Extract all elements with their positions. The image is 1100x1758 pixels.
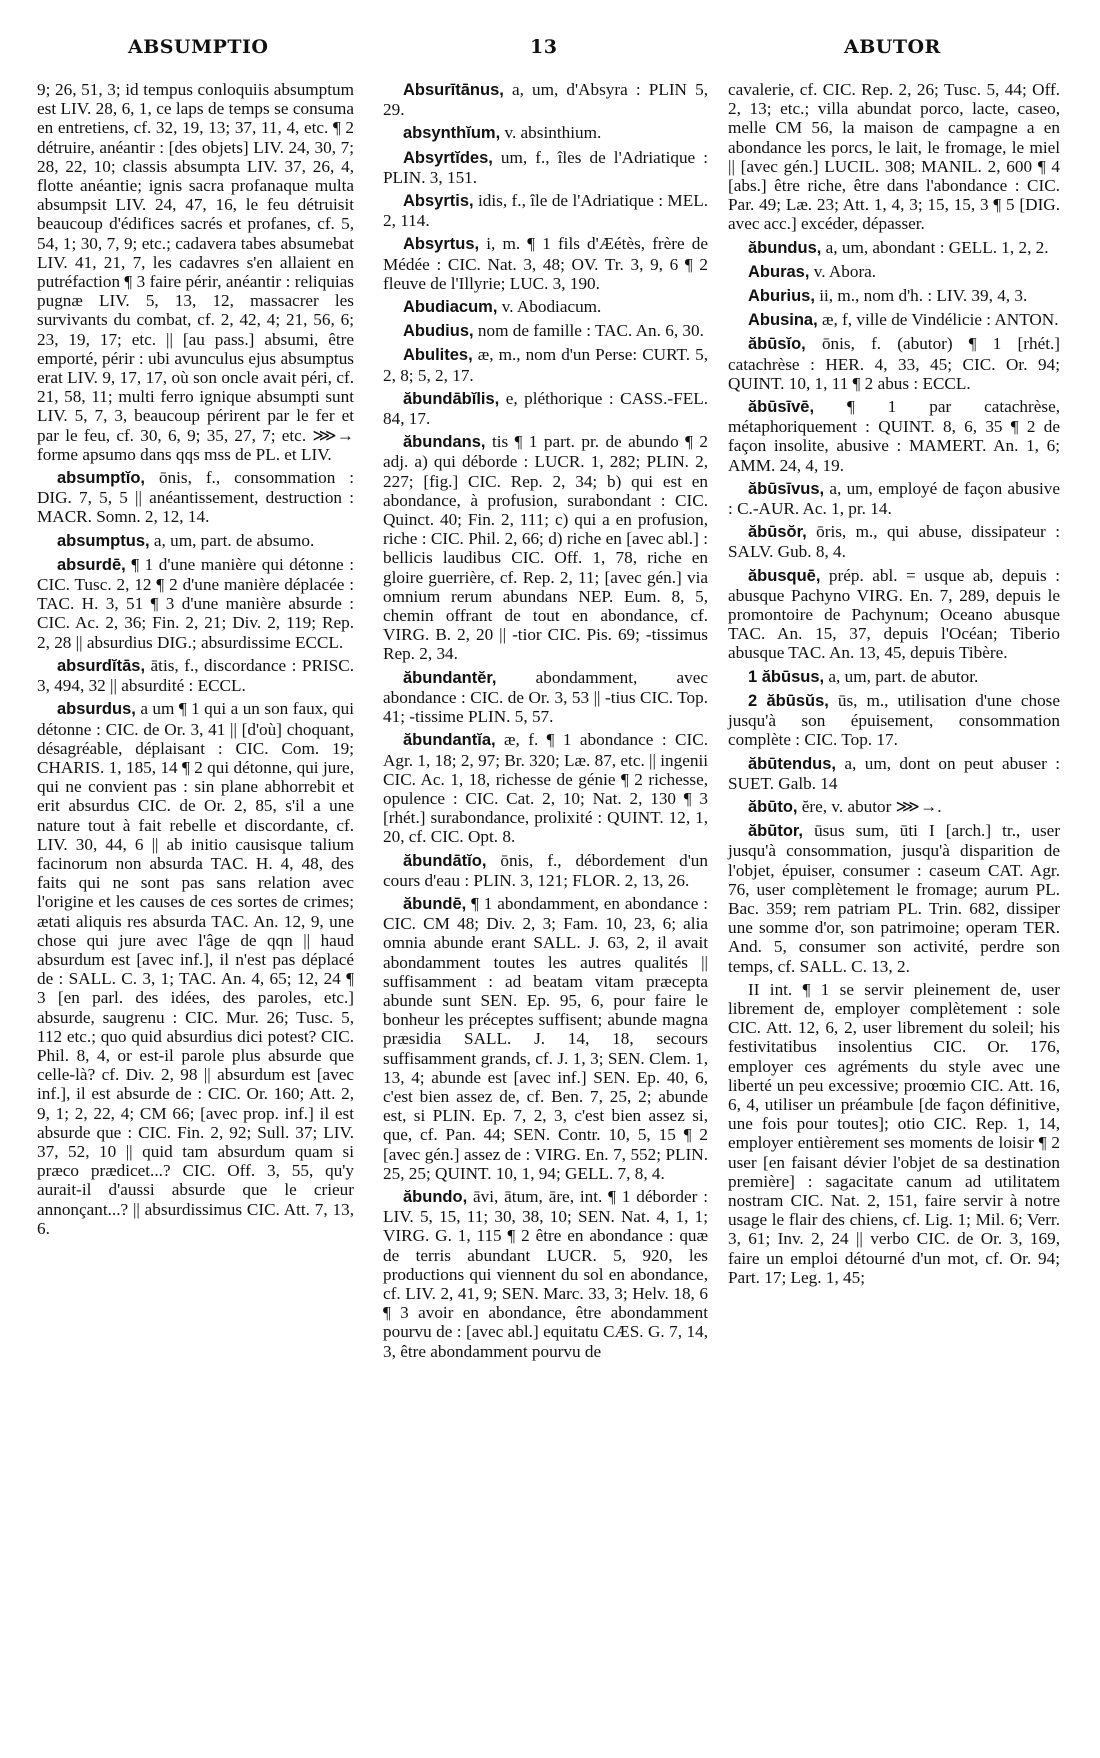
entry-headword: absurdē, [57,555,126,574]
entry-headword: ăbundans, [403,433,486,452]
entry-headword: Absyrtĭdes, [403,148,493,167]
dictionary-entry [728,980,1060,1287]
header-right-guideword: ABUTOR [844,36,941,58]
entry-headword: ăbundābĭlis, [403,389,500,408]
entry-headword: Absurītānus, [403,81,504,99]
entry-text: II int. ¶ 1 se servir pleinement de, user librement de, employer complètement : sole CIC. Att. 12, 6, 2, user librement du soleil; his festivitatibus insolentius CIC. Or. 176, employer ces agréments du style avec une liberté un peu excessive; proœmio CIC. Att. 16, 6, 4, utiliser un préambule [de façon définitive, une fois pour toutes]; otio CIC. Rep. 1, 14, employer entièrement ses moments de loisir ¶ 2 user [en faisant dévier l'objet de sa destination première] : sagacitate canum ad utilitatem nostram CIC. Nat. 2, 151, faire servir à notre usage le flair des chiens, cf. Lig. 1; Mil. 6; Verr. 3, 61; Inv. 2, 24 || verbo CIC. de Or. 3, 169, faire un emploi détourné d'un mot, cf. Or. 94; Part. 17; Leg. 1, 45; [728,979,1060,1287]
dictionary-entry [383,297,708,317]
entry-text: ¶ 1 par catachrèse, métaphoriquement : QUINT. 8, 6, 35 ¶ 2 de façon insolite, abusive : MAMERT. An. 1, 6; AMM. 24, 4, 19. [728,397,1060,475]
dictionary-entry [728,397,1060,475]
dictionary-entry [728,754,1060,793]
entry-headword: ăbūtor, [748,822,804,841]
entry-text: ōnis, f., débordement d'un cours d'eau : PLIN. 3, 121; FLOR. 2, 13, 26. [383,850,708,890]
dictionary-entry [383,80,708,119]
dictionary-entry [728,667,1060,687]
entry-headword: ăbundātĭo, [403,851,487,870]
entry-headword: Abusina, [748,311,818,330]
dictionary-entry [728,522,1060,561]
entry-text: a, um, dont on peut abuser : SUET. Galb. 14 [728,753,1060,793]
dictionary-entry [383,191,708,230]
column-3 [728,80,1060,1291]
entry-headword: ăbūsīvē, [748,398,815,417]
entry-headword: ăbūsīvus, [748,479,825,498]
page-number: 13 [530,36,558,58]
dictionary-entry [383,1187,708,1361]
entry-text: nom de famille : TAC. An. 6, 30. [473,321,704,341]
entry-headword: absumptĭo, [57,469,146,488]
entry-headword: Abudiacum, [403,298,498,317]
entry-text: tis ¶ 1 part. pr. de abundo ¶ 2 adj. a) qui déborde : LUCR. 1, 282; PLIN. 2, 227; [fig.] CIC. Rep. 2, 34; b) qui est en abondance, à profusion, surabondant : CIC. Quinct. 40; Fin. 2, 111; c) qui a en profusion, riche : CIC. Phil. 2, 66; d) riche en [avec abl.] : bellicis laudibus CIC. Off. 1, 78, riche en gloire guerrière, cf. Rep. 2, 11; [avec gén.] via omnium rerum abundans NEP. Eum. 8, 5, chemin offrant de tout en abondance, cf. VIRG. B. 2, 20 || -tior CIC. Pis. 69; -tissimus Rep. 2, 34. [383,432,708,664]
dictionary-entry [37,468,354,527]
entry-text: a, um, part. de abutor. [824,666,979,686]
header-left-guideword: ABSUMPTIO [128,36,269,58]
dictionary-entry [383,851,708,890]
dictionary-entry [37,656,354,695]
entry-text: 9; 26, 51, 3; id tempus conloquiis absumptum est LIV. 28, 6, 1, ce laps de temps se consuma en entretiens, cf. 32, 19, 13; 37, 11, 4, etc. ¶ 2 détruire, anéantir : [des objets] LIV. 24, 30, 7; 28, 22, 10; classis absumpta LIV. 37, 26, 4, flotte anéantie; ignis sacra profanaque multa absumpsit LIV. 24, 47, 16, le feu détruisit beaucoup d'édifices sacrés et profanes, cf. 5, 54, 1; 30, 7, 9; etc.; cadavera tabes absumebat LIV. 41, 21, 7, les cadavres s'en allaient en putréfaction ¶ 3 faire périr, anéantir : reliquias pugnæ LIV. 5, 13, 12, massacrer les survivants du combat, cf. 2, 42, 4; 21, 56, 6; 23, 19, 17; etc. || [au pass.] absumi, être emporté, périr : ubi avunculus ejus absumptus erat LIV. 9, 17, 17, où son oncle avait péri, cf. 21, 58, 11; multi ferro ignique absumpti sunt LIV. 5, 7, 3, beaucoup périrent par le fer et par le feu, cf. 30, 6, 9; 35, 27, 7; etc. ⋙→ forme apsumo dans qqs mss de PL. et LIV. [37,80,354,464]
running-header [0,36,1100,66]
entry-headword: Absyrtus, [403,235,480,254]
entry-text: cavalerie, cf. CIC. Rep. 2, 26; Tusc. 5, 44; Off. 2, 13; etc.; villa abundat porco, lacte, caseo, melle CM 56, la maison de campagne a en abondance les porcs, le lait, le fromage, le miel || [avec gén.] LUCIL. 308; MANIL. 2, 600 ¶ 4 [abs.] être riche, être dans l'abondance : CIC. Par. 49; Læ. 23; Att. 1, 4, 3; 15, 15, 3 ¶ 5 [DIG. avec acc.] excéder, dépasser. [728,80,1060,234]
entry-text: a um ¶ 1 qui a un son faux, qui détonne : CIC. de Or. 3, 41 || [d'où] choquant, désagréable, déplaisant : CIC. Com. 19; CHARIS. 1, 185, 14 ¶ 2 qui détonne, qui jure, qui ne convient pas : sin plane abhorrebit et erit absurdus CIC. de Or. 2, 85, s'il a une nature tout à fait rebelle et discordante, cf. LIV. 30, 44, 6 || ab initio causisque talium facinorum non absurda TAC. H. 4, 48, des faits qui ne sont pas sans relation avec l'origine et les causes de ces sortes de crimes; ætati aliquis res absurda TAC. An. 12, 9, une chose qui jure avec l'âge de qqn || haud absurdum est [avec inf.], il n'est pas déplacé de : SALL. C. 3, 1; TAC. An. 4, 65; 12, 24 ¶ 3 [en parl. des idées, des paroles, etc.] absurde, saugrenu : CIC. Mur. 26; Tusc. 5, 112 etc.; quo quid absurdius dici potest? CIC. Phil. 8, 4, or est-il parole plus absurde que celle-là? cf. Div. 2, 98 || absurdum est [avec inf.], il est absurde de : CIC. Or. 160; Att. 2, 9, 1; 2, 22, 4; CM 66; [avec prop. inf.] il est absurde que : CIC. Fin. 2, 92; Sull. 37; LIV. 37, 52, 10 || quid tam absurdum quam si præco prædicet...? CIC. Off. 3, 55, qu'y aurait-il d'aussi absurde que le crieur annonçant...? || absurdissimus CIC. Att. 7, 13, 6. [37,699,354,1238]
entry-headword: ăbūto, [748,797,798,816]
column-1 [37,80,354,1242]
entry-headword: absurdus, [57,700,136,719]
entry-text: um, f., îles de l'Adriatique : PLIN. 3, 151. [383,147,708,187]
dictionary-entry [383,123,708,143]
dictionary-entry [728,238,1060,258]
entry-text: ūs, m., utilisation d'une chose jusqu'à son épuisement, consommation complète : CIC. Top. 17. [728,690,1060,750]
column-2 [383,80,708,1365]
dictionary-entry [383,148,708,187]
entry-headword: absumptus, [57,531,150,550]
dictionary-entry [728,566,1060,663]
dictionary-entry [728,310,1060,330]
dictionary-entry [728,479,1060,518]
dictionary-entry [383,894,708,1183]
entry-text: v. Abodiacum. [497,297,602,317]
dictionary-entry [728,262,1060,282]
entry-text: a, um, d'Absyra : PLIN 5, 29. [383,80,708,120]
entry-text: āvi, ātum, āre, int. ¶ 1 déborder : LIV. 5, 15, 11; 30, 38, 10; SEN. Nat. 4, 1, 1; VIRG. G. 1, 115 ¶ 2 être en abondance : quæ de terris abundant LUCR. 5, 920, les productions qui viennent du sol en abondance, cf. LIV. 2, 41, 9; SEN. Marc. 33, 3; Helv. 18, 6 ¶ 3 avoir en abondance, être abondamment pourvu de : [avec abl.] equitatu CÆS. G. 7, 14, 3, être abondamment pourvu de [383,1186,708,1361]
entry-text: ūsus sum, ūti I [arch.] tr., user jusqu'à consommation, jusqu'à disparition de l'objet, épuiser, consumer : caseum CAT. Agr. 76, user complètement le fromage; aurum PL. Bac. 359; rem patriam PL. Trin. 682, dissiper une somme d'or, son patrimoine; operam TER. And. 5, consumer son activité, perdre son temps, cf. SALL. C. 13, 2. [728,821,1060,976]
dictionary-entry [728,334,1060,393]
entry-text: æ, f. ¶ 1 abondance : CIC. Agr. 1, 18; 2, 97; Br. 320; Læ. 87, etc. || ingenii CIC. Ac. 1, 18, richesse de génie ¶ 2 richesse, opulence : CIC. Cat. 2, 10; Nat. 2, 130 ¶ 3 [rhét.] surabondance, prolixité : QUINT. 12, 1, 20, cf. CIC. Opt. 8. [383,730,708,847]
dictionary-entry [383,432,708,663]
entry-headword: ăbundantĭa, [403,731,496,750]
entry-text: e, pléthorique : CASS.-FEL. 84, 17. [383,388,708,429]
dictionary-entry [728,821,1060,976]
entry-text: ōnis, f. (abutor) ¶ 1 [rhét.] catachrèse : HER. 4, 33, 45; CIC. Or. 94; QUINT. 10, 1, 11 ¶ 2 abus : ECCL. [728,334,1060,393]
entry-headword: 1 ăbūsus, [748,667,825,686]
entry-headword: absynthĭum, [403,124,501,143]
entry-headword: Aburius, [748,287,815,306]
dictionary-entry [383,234,708,293]
entry-headword: Abulites, [403,346,473,365]
entry-text: a, um, employé de façon abusive : C.-AUR. Ac. 1, pr. 14. [728,478,1060,519]
entry-headword: ăbūtendus, [748,754,837,773]
entry-headword: ăbundus, [748,238,822,257]
dictionary-entry [383,730,708,846]
entry-text: ¶ 1 abondamment, en abondance : CIC. CM 48; Div. 2, 3; Fam. 10, 23, 6; alia omnia abunde erant SALL. J. 63, 2, il avait abondamment toutes les autres qualités || suffisamment : ad beatam vitam præcepta abunde sunt SEN. Ep. 95, 6, pour faire le bonheur les préceptes suffisent; abunde magna præsidia SALL. J. 14, 18, secours suffisamment grands, cf. J. 1, 3; SEN. Clem. 1, 13, 4; abunde est [avec inf.] SEN. Ep. 40, 6, c'est bien assez de, cf. Ben. 7, 25, 2; abunde est, si PLIN. Ep. 7, 2, 3, c'est bien assez si, que, cf. Pan. 44; SEN. Contr. 10, 5, 15 ¶ 2 [avec gén.] assez de : VIRG. En. 7, 552; PLIN. 25, 25; QUINT. 10, 1, 94; GELL. 7, 8, 4. [383,893,708,1183]
dictionary-entry [728,691,1060,750]
entry-text: i, m. ¶ 1 fils d'Æétès, frère de Médée : CIC. Nat. 3, 48; OV. Tr. 3, 9, 6 ¶ 2 fleuve de l'Illyrie; LUC. 3, 190. [383,234,708,293]
entry-text: ĕre, v. abutor ⋙→. [797,796,942,816]
entry-text: prép. abl. = usque ab, depuis : abusque Pachyno VIRG. En. 7, 289, depuis le promontoire de Pachynum; Oceano abusque TAC. An. 15, 37, depuis l'Océan; Tiberio abusque TAC. An. 13, 45, depuis Tibère. [728,565,1060,663]
entry-text: ōnis, f., consommation : DIG. 7, 5, 5 || anéantissement, destruction : MACR. Somn. 2, 12, 14. [37,468,354,527]
entry-headword: absurdĭtās, [57,656,146,675]
entry-text: æ, f, ville de Vindélicie : ANTON. [817,310,1059,330]
entry-headword: ăbundē, [403,894,467,913]
entry-text: æ, m., nom d'un Perse: CURT. 5, 2, 8; 5, 2, 17. [383,345,708,385]
entry-text: ii, m., nom d'h. : LIV. 39, 4, 3. [814,286,1028,306]
entry-text: a, um, part. de absumo. [149,530,315,550]
entry-headword: ăbundo, [403,1187,468,1206]
entry-text: v. Abora. [809,261,877,281]
entry-headword: ăbusquē, [748,566,821,585]
dictionary-entry [37,80,354,464]
entry-headword: Abudius, [403,322,474,341]
entry-text: idis, f., île de l'Adriatique : MEL. 2, 114. [383,191,708,231]
dictionary-entry [37,531,354,551]
entry-headword: Aburas, [748,262,810,281]
entry-headword: ăbūsĭo, [748,335,806,354]
entry-text: a, um, abondant : GELL. 1, 2, 2. [821,237,1049,257]
entry-headword: Absyrtis, [403,192,474,211]
dictionary-entry [37,699,354,1238]
entry-text: abondamment, avec abondance : CIC. de Or. 3, 53 || -tius CIC. Top. 41; -tissime PLIN. 5, 57. [383,667,708,727]
entry-headword: ăbūsŏr, [748,523,807,542]
dictionary-entry [383,668,708,727]
dictionary-entry [728,80,1060,234]
dictionary-entry [383,321,708,341]
entry-headword: ăbundantĕr, [403,668,497,687]
dictionary-entry [37,555,354,652]
dictionary-entry [383,389,708,428]
entry-headword: 2 ăbūsŭs, [748,691,829,710]
dictionary-entry [728,797,1060,817]
entry-text: v. absinthium. [500,123,602,143]
dictionary-entry [383,345,708,384]
dictionary-entry [728,286,1060,306]
entry-text: ¶ 1 d'une manière qui détonne : CIC. Tusc. 2, 12 ¶ 2 d'une manière déplacée : TAC. H. 3, 51 ¶ 3 d'une manière absurde : CIC. Ac. 2, 36; Fin. 2, 21; Div. 2, 119; Rep. 2, 28 || absurdius DIG.; absurdissime ECCL. [37,554,354,652]
entry-text: ōris, m., qui abuse, dissipateur : SALV. Gub. 8, 4. [728,522,1060,562]
entry-text: ātis, f., discordance : PRISC. 3, 494, 32 || absurdité : ECCL. [37,655,354,696]
